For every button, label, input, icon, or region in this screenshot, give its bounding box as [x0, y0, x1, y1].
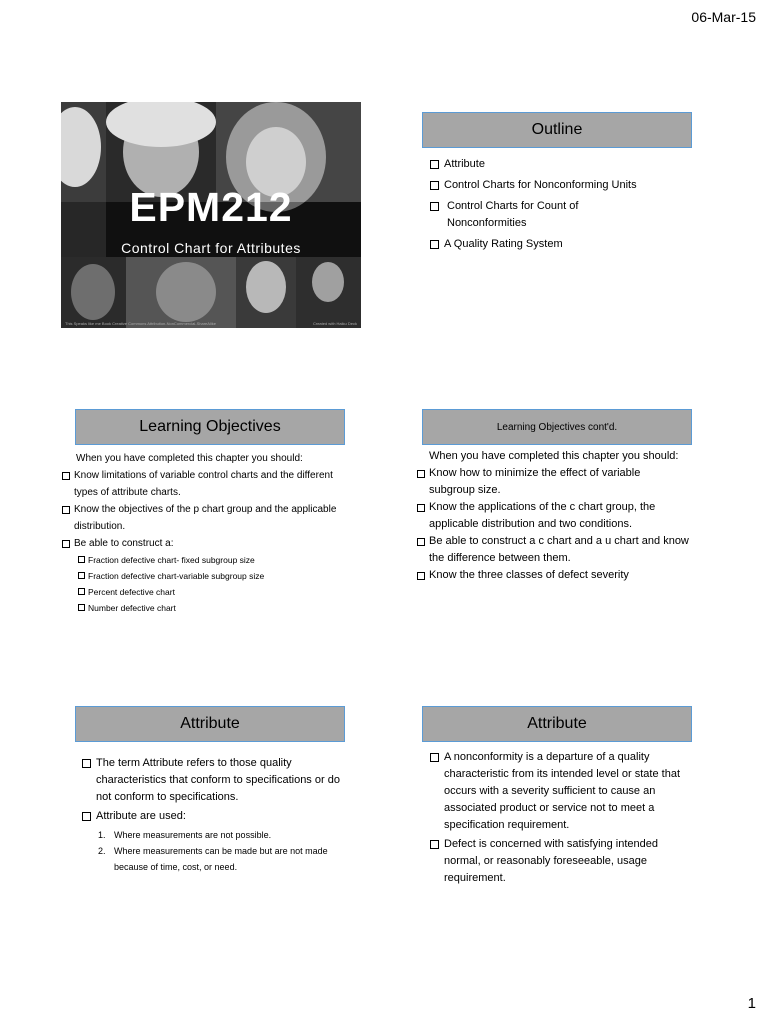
slide-title: EPM212: [129, 184, 293, 230]
checkbox-bullet-icon: [78, 556, 85, 563]
list-item: Attribute are used:: [82, 808, 344, 825]
checkbox-bullet-icon: [417, 470, 425, 478]
slide-credit: This Speaks like me Book Creative Commons Attribution-NonCommercial-ShareAlike: [65, 321, 216, 326]
numbered-item: 2. Where measurements can be made but are not made because of time, cost, or need.: [98, 846, 328, 872]
slide-credit-right: Created with Haiku Deck: [312, 321, 357, 326]
checkbox-bullet-icon: [82, 812, 91, 821]
list-item: Know the three classes of defect severity: [417, 567, 689, 584]
intro-text: When you have completed this chapter you should:: [429, 450, 679, 462]
attribute-heading: Attribute: [75, 706, 345, 742]
list-item: Know limitations of variable control charts and the different types of attribute charts.: [62, 467, 347, 501]
checkbox-bullet-icon: [62, 506, 70, 514]
learning-objectives-body: [62, 450, 347, 616]
list-item: A nonconformity is a departure of a quality characteristic from its intended level or state that occurs with a severity sufficient to cause an associated product or service not to meet a specification requirement.: [430, 749, 682, 834]
checkbox-bullet-icon: [430, 753, 439, 762]
checkbox-bullet-icon: [417, 504, 425, 512]
outline-list: [430, 156, 690, 253]
page-date: 06-Mar-15: [691, 9, 756, 25]
sub-list-item: Fraction defective chart-variable subgroup size: [62, 568, 347, 584]
intro-text: When you have completed this chapter you should:: [76, 453, 303, 464]
learning-objectives-contd-heading: Learning Objectives cont'd.: [422, 409, 692, 445]
numbered-item: 1. Where measurements are not possible.: [98, 830, 272, 840]
list-item: Know the applications of the c chart group, the applicable distribution and two conditions.: [417, 499, 689, 533]
checkbox-bullet-icon: [430, 202, 439, 211]
checkbox-bullet-icon: [417, 538, 425, 546]
list-item: The term Attribute refers to those quality characteristics that conform to specifications or do not conform to specifications.: [82, 755, 344, 806]
checkbox-bullet-icon: [78, 604, 85, 611]
page-number: 1: [747, 995, 756, 1012]
learning-objectives-contd-body: [417, 448, 689, 584]
checkbox-bullet-icon: [430, 181, 439, 190]
list-item: Attribute: [430, 156, 690, 173]
checkbox-bullet-icon: [430, 840, 439, 849]
attribute-body-2: [430, 749, 682, 887]
attribute-body: [82, 755, 344, 875]
checkbox-bullet-icon: [78, 572, 85, 579]
checkbox-bullet-icon: [78, 588, 85, 595]
list-item: Control Charts for Count of Nonconformities: [430, 198, 617, 232]
list-item: Know how to minimize the effect of variable subgroup size.: [417, 465, 689, 499]
list-item: Be able to construct a c chart and a u chart and know the difference between them.: [417, 533, 689, 567]
attribute-heading-2: Attribute: [422, 706, 692, 742]
list-item: Control Charts for Nonconforming Units: [430, 177, 690, 194]
slide-subtitle: Control Chart for Attributes: [121, 240, 301, 256]
checkbox-bullet-icon: [62, 472, 70, 480]
learning-objectives-heading: Learning Objectives: [75, 409, 345, 445]
checkbox-bullet-icon: [417, 572, 425, 580]
list-item: A Quality Rating System: [430, 236, 690, 253]
checkbox-bullet-icon: [430, 160, 439, 169]
checkbox-bullet-icon: [62, 540, 70, 548]
sub-list-item: Percent defective chart: [62, 584, 347, 600]
checkbox-bullet-icon: [82, 759, 91, 768]
outline-heading: Outline: [422, 112, 692, 148]
sub-list-item: Fraction defective chart- fixed subgroup size: [62, 552, 347, 568]
list-item: Be able to construct a:: [62, 535, 347, 552]
sub-list-item: Number defective chart: [62, 600, 347, 616]
list-item: Know the objectives of the p chart group and the applicable distribution.: [62, 501, 347, 535]
list-item: Defect is concerned with satisfying intended normal, or reasonably foreseeable, usage requirement.: [430, 836, 682, 887]
checkbox-bullet-icon: [430, 240, 439, 249]
title-slide: [61, 102, 361, 328]
